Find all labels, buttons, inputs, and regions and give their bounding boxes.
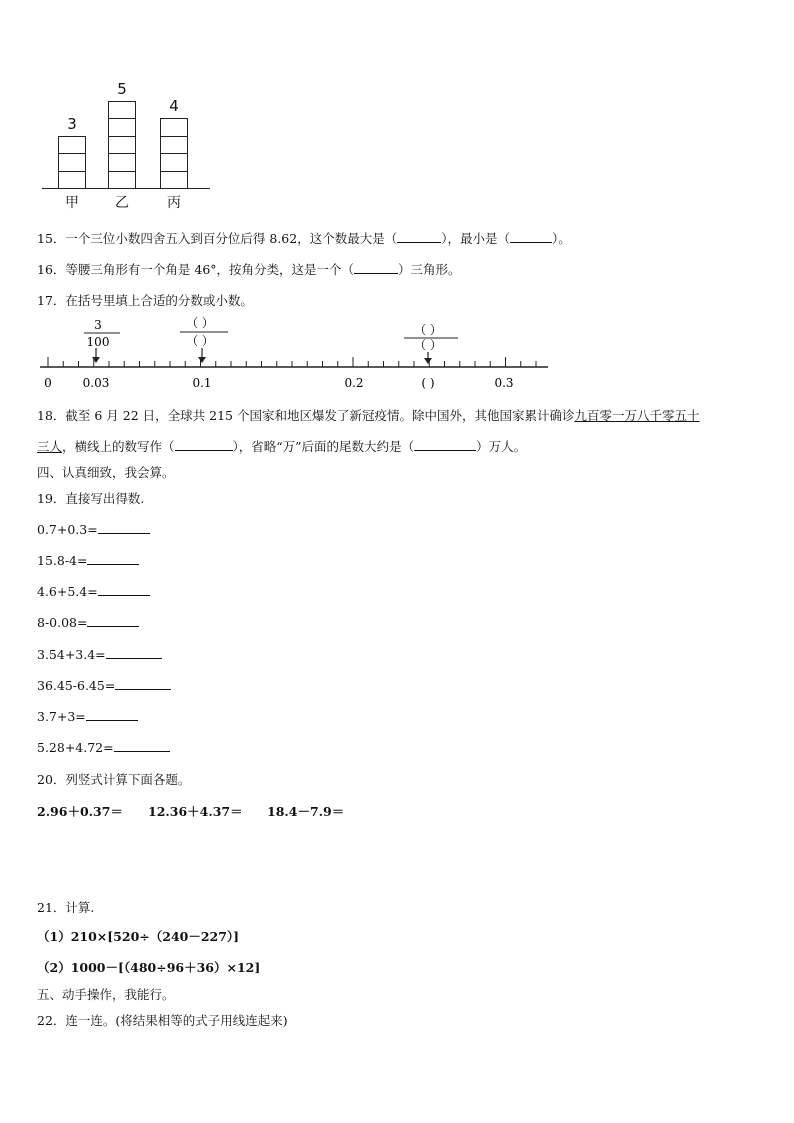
- question-text: ）。: [551, 231, 571, 246]
- calc-item: （1）210×[520÷（240－227）]: [37, 929, 240, 944]
- cube: [160, 136, 188, 155]
- question-text: ）三角形。: [398, 262, 461, 277]
- question-number: 20．: [37, 772, 66, 787]
- calc-expression: 8-0.08=: [37, 615, 88, 630]
- answer-blank[interactable]: [86, 708, 138, 721]
- question-number: 15．: [37, 231, 66, 246]
- answer-blank[interactable]: [98, 583, 150, 596]
- calc-expression: 5.28+4.72=: [37, 740, 114, 755]
- question-21: [37, 898, 94, 916]
- question-text: 直接写出得数.: [65, 491, 145, 506]
- answer-blank-label: ( ): [421, 376, 435, 390]
- calc-expression: 0.7+0.3=: [37, 522, 98, 537]
- answer-blank[interactable]: [87, 552, 139, 565]
- question-text: 一个三位小数四舍五入到百分位后得 8.62，这个数最大是（: [65, 231, 398, 246]
- section-4-heading: 四、认真细致，我会算。: [37, 465, 175, 480]
- question-text: ，横线上的数写作（: [62, 439, 175, 454]
- calc-item: [37, 739, 170, 755]
- tick-label: 0.2: [344, 376, 364, 390]
- tick-label: 0.3: [494, 376, 514, 390]
- question-number: 16．: [37, 262, 66, 277]
- cube: [160, 118, 188, 137]
- question-text: ），最小是（: [441, 231, 510, 246]
- arrow-head: [424, 358, 432, 364]
- question-text: ）万人。: [476, 439, 527, 454]
- cube: [58, 171, 86, 190]
- fraction-blank-bottom: （ ）: [186, 334, 214, 348]
- vertical-calc-item: 2.96＋0.37＝: [37, 804, 123, 819]
- question-20: [37, 770, 190, 788]
- cube: [58, 136, 86, 155]
- bar-category-label: 乙: [115, 195, 129, 211]
- answer-blank[interactable]: [175, 438, 233, 451]
- cube: [108, 101, 136, 120]
- question-number: 22．: [37, 1013, 66, 1028]
- answer-blank[interactable]: [114, 739, 170, 752]
- answer-blank[interactable]: [98, 521, 150, 534]
- answer-blank[interactable]: [510, 230, 552, 243]
- calc-item: [37, 614, 139, 630]
- question-18-line-2: [37, 437, 526, 455]
- underlined-number: 九百零一万八千零五十: [574, 408, 700, 423]
- vertical-calc-item: 12.36＋4.37＝: [148, 804, 243, 819]
- bar-category-label: 甲: [65, 195, 79, 211]
- question-text: 截至 6 月 22 日，全球共 215 个国家和地区爆发了新冠疫情。除中国外，其他国家累计确诊: [65, 408, 575, 423]
- calc-item: （2）1000－[（480÷96＋36）×12]: [37, 960, 261, 975]
- question-15: [37, 229, 571, 247]
- section-5-heading: 五、动手操作，我能行。: [37, 987, 175, 1002]
- calc-item: [37, 708, 138, 724]
- question-text: 计算.: [65, 900, 95, 915]
- fraction-denominator: 100: [86, 335, 110, 349]
- answer-blank[interactable]: [397, 230, 441, 243]
- number-line-figure: [30, 315, 560, 395]
- calc-item: [37, 521, 150, 537]
- question-number: 17．: [37, 293, 66, 308]
- cube: [160, 153, 188, 172]
- bar-value-label: 4: [169, 97, 179, 115]
- answer-blank[interactable]: [115, 677, 171, 690]
- question-16: [37, 260, 461, 278]
- cube: [160, 171, 188, 190]
- question-17: [37, 291, 253, 309]
- tick-group: [48, 357, 536, 367]
- question-number: 18．: [37, 408, 66, 423]
- calc-item: [37, 552, 139, 568]
- tick-label: 0.1: [192, 376, 212, 390]
- answer-blank[interactable]: [354, 261, 398, 274]
- arrow-head: [198, 357, 206, 363]
- bar-category-label: 丙: [167, 195, 181, 211]
- question-19: [37, 489, 144, 507]
- answer-blank[interactable]: [106, 646, 162, 659]
- bar-value-label: 5: [117, 79, 127, 98]
- question-text: 列竖式计算下面各题。: [65, 772, 191, 787]
- fraction-numerator: 3: [94, 318, 102, 332]
- calc-item: [37, 646, 162, 662]
- calc-expression: 3.7+3=: [37, 709, 86, 724]
- tick-label: 0.03: [82, 376, 110, 390]
- question-text: 连一连。(将结果相等的式子用线连起来): [65, 1013, 288, 1028]
- cube: [108, 118, 136, 137]
- fraction-blank-top: （ ）: [414, 323, 442, 337]
- baseline: [42, 188, 210, 189]
- cube: [58, 153, 86, 172]
- question-text: ），省略“万”后面的尾数大约是（: [232, 439, 415, 454]
- question-number: 21．: [37, 900, 66, 915]
- arrow-head: [92, 357, 100, 363]
- calc-expression: 15.8-4=: [37, 553, 88, 568]
- question-text: 在括号里填上合适的分数或小数。: [65, 293, 253, 308]
- fraction-blank-bottom: （ ）: [414, 338, 442, 352]
- fraction-blank-top: （ ）: [186, 316, 214, 330]
- question-22: [37, 1011, 288, 1029]
- cube: [108, 136, 136, 155]
- tick-label: 0: [44, 376, 52, 390]
- question-18-line-1: [37, 406, 699, 424]
- calc-item: [37, 583, 150, 599]
- vertical-calc-item: 18.4－7.9＝: [267, 804, 345, 819]
- cube: [108, 153, 136, 172]
- calc-expression: 3.54+3.4=: [37, 647, 106, 662]
- cube: [108, 171, 136, 190]
- question-number: 19．: [37, 491, 66, 506]
- calc-expression: 36.45-6.45=: [37, 678, 116, 693]
- calc-item: [37, 677, 171, 693]
- question-text: 等腰三角形有一个角是 46°，按角分类，这是一个（: [65, 262, 355, 277]
- underlined-number: 三人: [37, 439, 63, 454]
- bar-value-label: 3: [67, 114, 77, 133]
- answer-blank[interactable]: [87, 614, 139, 627]
- answer-blank[interactable]: [414, 438, 476, 451]
- calc-expression: 4.6+5.4=: [37, 584, 98, 599]
